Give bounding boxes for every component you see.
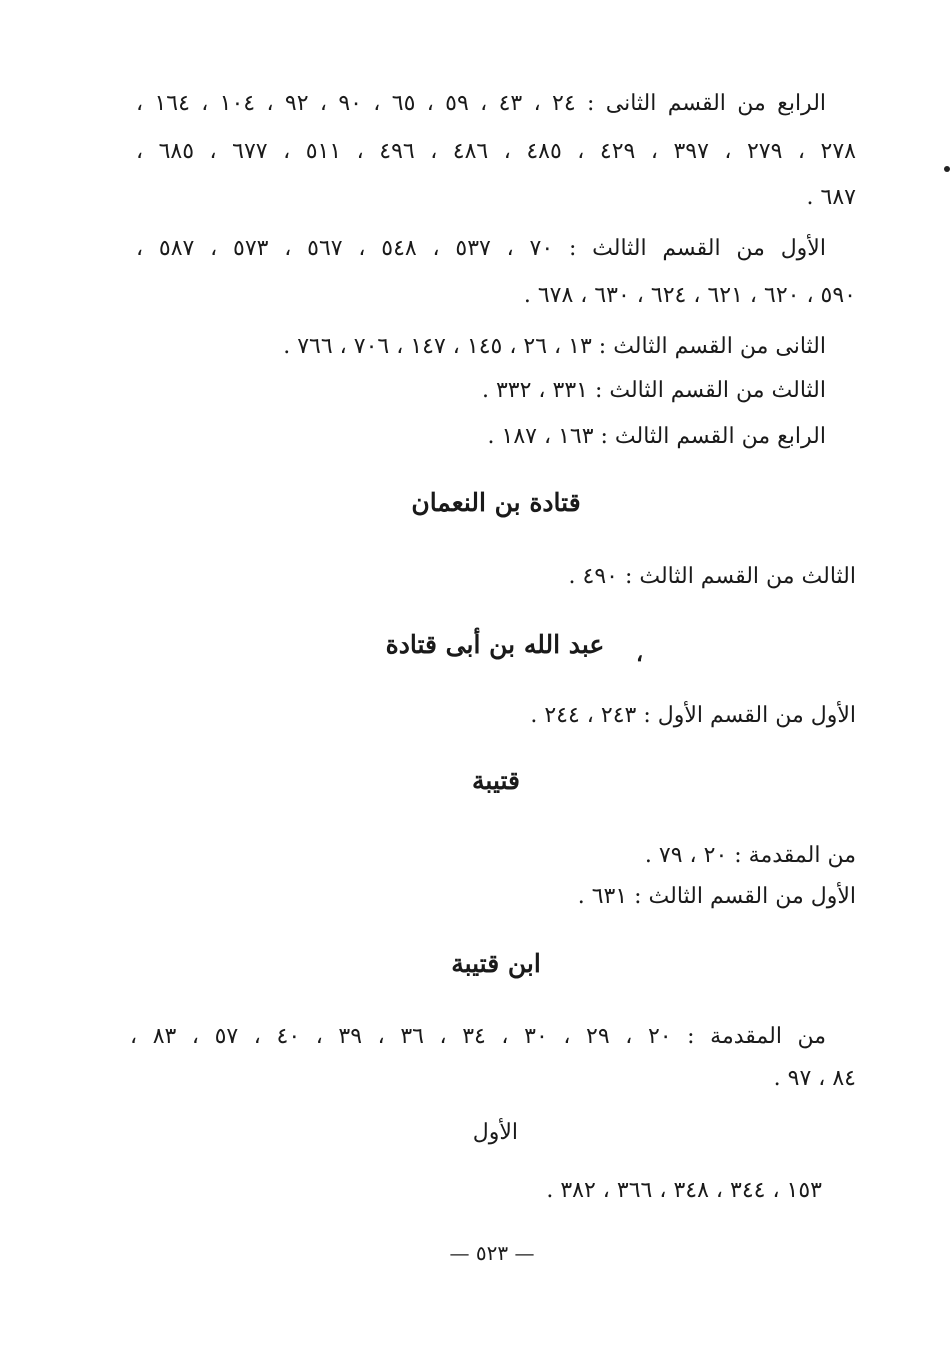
entry-line: الثانى من القسم الثالث : ١٣ ، ٢٦ ، ١٤٥ ، ١٤٧ ، ٧٠٦ ، ٧٦٦ . xyxy=(283,334,826,359)
entry-heading: قتيبة xyxy=(472,766,520,795)
entry-line: ٦٨٧ . xyxy=(806,185,856,210)
stray-mark: ، xyxy=(636,641,644,667)
entry-line: ٨٤ ، ٩٧ . xyxy=(773,1066,856,1091)
entry-line: الأول من القسم الثالث : ٧٠ ، ٥٣٧ ، ٥٤٨ ، ٥٦٧ ، ٥٧٣ ، ٥٨٧ ، xyxy=(136,236,826,261)
entry-line: ٢٧٨ ، ٢٧٩ ، ٣٩٧ ، ٤٢٩ ، ٤٨٥ ، ٤٨٦ ، ٤٩٦ ، ٥١١ ، ٦٧٧ ، ٦٨٥ ، xyxy=(136,139,856,164)
entry-line: الثالث من القسم الثالث : ٣٣١ ، ٣٣٢ . xyxy=(481,378,826,403)
page-number: — ٥٢٣ — xyxy=(449,1241,535,1265)
entry-heading: عبد الله بن أبى قتادة xyxy=(385,630,605,659)
entry-line: الثالث من القسم الثالث : ٤٩٠ . xyxy=(568,564,856,589)
entry-heading: ابن قتيبة xyxy=(451,949,541,978)
entry-line: ٥٩٠ ، ٦٢٠ ، ٦٢١ ، ٦٢٤ ، ٦٣٠ ، ٦٧٨ . xyxy=(523,283,856,308)
entry-line: من المقدمة : ٢٠ ، ٧٩ . xyxy=(644,843,856,868)
entry-line: الرابع من القسم الثانى : ٢٤ ، ٤٣ ، ٥٩ ، ٦٥ ، ٩٠ ، ٩٢ ، ١٠٤ ، ١٦٤ ، xyxy=(136,91,827,116)
entry-line: الأول xyxy=(472,1120,518,1145)
entry-line: الرابع من القسم الثالث : ١٦٣ ، ١٨٧ . xyxy=(487,424,826,449)
entry-line: الأول من القسم الثالث : ٦٣١ . xyxy=(577,884,856,909)
entry-line: الأول من القسم الأول : ٢٤٣ ، ٢٤٤ . xyxy=(530,703,856,728)
entry-line: من المقدمة : ٢٠ ، ٢٩ ، ٣٠ ، ٣٤ ، ٣٦ ، ٣٩ ، ٤٠ ، ٥٧ ، ٨٣ ، xyxy=(130,1024,827,1049)
entry-heading: قتادة بن النعمان xyxy=(411,488,581,517)
entry-line: ١٥٣ ، ٣٤٤ ، ٣٤٨ ، ٣٦٦ ، ٣٨٢ . xyxy=(546,1178,822,1203)
margin-speck xyxy=(944,166,950,172)
